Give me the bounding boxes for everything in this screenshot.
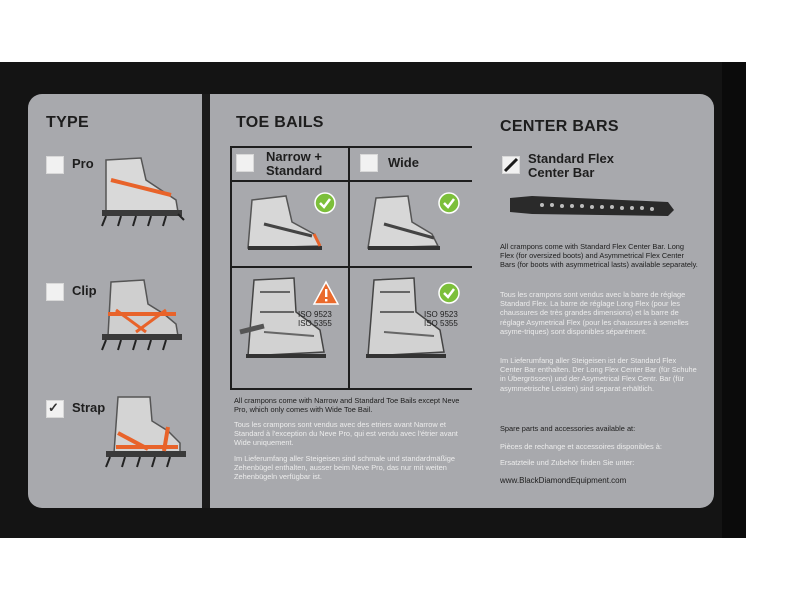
type-title: TYPE [46,114,89,131]
center-bar-check-icon [502,156,520,174]
center-bar-label: Standard Flex Center Bar [528,151,614,180]
check-green-icon [314,192,336,214]
spare-parts-fr: Pièces de rechange et accessoires disponibles à: [500,442,662,451]
toe-note-en: All crampons come with Narrow and Standard Toe Bails except Neve Pro, which only comes with Wide Toe Bail. [234,396,460,415]
toe-grid-row-line [230,266,472,268]
toe-grid-header-line [230,180,472,182]
check-green-icon [438,282,460,304]
center-note-en: All crampons come with Standard Flex Center Bar. Long Flex (for oversized boots) and Asymmetrical Flex Center Bars (for boots with asymmetrical lasts) available separately. [500,242,698,270]
toe-note-fr: Tous les crampons sont vendus avec des etriers avant Narrow et Standard à l'exception du Neve Pro, qui est vendu avec l'étrier avant Wide uniquement. [234,420,458,448]
website-link[interactable]: www.BlackDiamondEquipment.com [500,476,627,485]
section-divider [202,94,210,508]
toe-grid-mid [348,146,350,390]
toe-narrow-label: Narrow + Standard [266,149,323,178]
type-clip-label: Clip [72,283,97,298]
info-label-panel [28,94,714,508]
check-green-icon [438,192,460,214]
spare-parts-en: Spare parts and accessories available at: [500,424,636,433]
spare-parts-de: Ersatzteile und Zubehör finden Sie unter: [500,458,635,467]
warning-icon [312,280,340,306]
center-bars-title: CENTER BARS [500,118,619,135]
strap-check-mark-icon: ✓ [48,400,59,415]
iso-right-text: ISO 9523 ISO 5355 [424,310,458,328]
toe-narrow-checkbox[interactable] [236,154,254,172]
toe-bails-title: TOE BAILS [236,114,324,131]
toe-wide-label: Wide [388,155,419,170]
toe-grid-left [230,146,232,390]
center-note-fr: Tous les crampons sont vendus avec la barre de réglage Standard Flex. La barre de réglage Long Flex (pour les chaussures de très grandes dimensions) et la barre de réglage Asymetrical Flex (pour les chaussures à semelles asyme-triques) sont disponibles séparément. [500,290,689,336]
center-note-de: Im Lieferumfang aller Steigeisen ist der Standard Flex Center Bar enthalten. Der Long Flex Center Bar (für Schuhe in Übergrössen) und der Asymetrical Flex Centr. Bar (für asymmetrische Leisten) sind separat erhältlich. [500,356,697,393]
toe-grid-bottom [230,388,472,390]
type-pro-checkbox[interactable] [46,156,64,174]
toe-note-de: Im Lieferumfang aller Steigeisen sind schmale und standardmäßige Zehenbügel enthalten, ausser beim Neve Pro, das nur mit weiten Zehenbügeln verfügbar ist. [234,454,456,482]
box-side-edge [722,62,746,538]
type-strap-label: Strap [72,400,106,415]
type-pro-label: Pro [72,156,94,171]
iso-left-text: ISO 9523 ISO 5355 [298,310,332,328]
toe-wide-checkbox[interactable] [360,154,378,172]
toe-grid-top [230,146,472,148]
boot-clip-image [66,274,186,354]
center-bar-image [502,190,682,226]
boot-pro-image [66,150,186,230]
type-clip-checkbox[interactable] [46,283,64,301]
boot-strap-image [68,389,188,469]
